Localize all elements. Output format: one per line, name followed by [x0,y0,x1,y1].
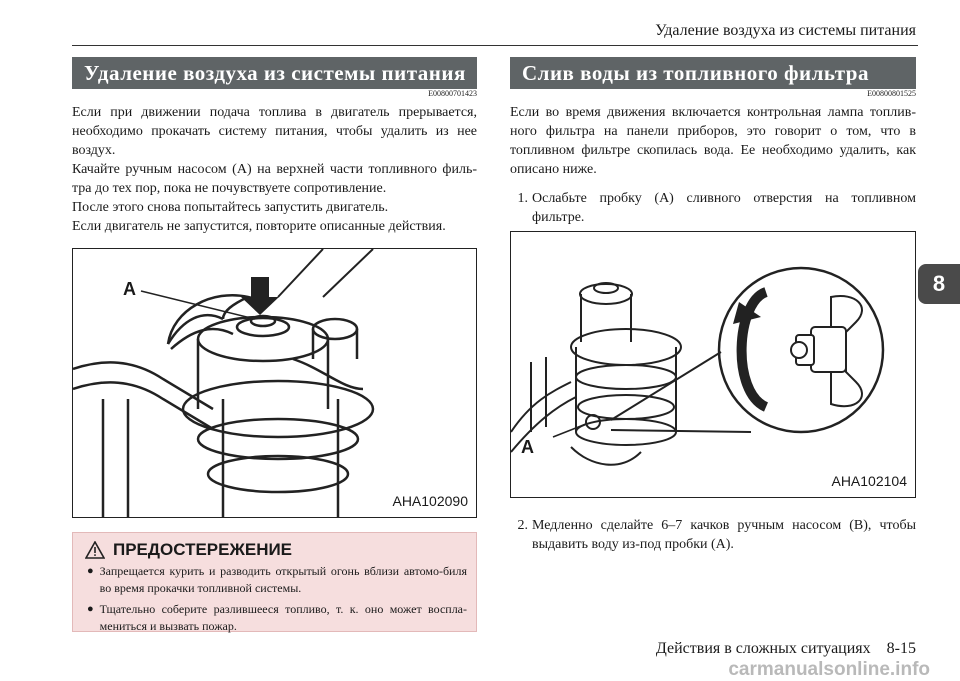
figure-label-a: A [521,437,534,457]
running-header: Удаление воздуха из системы питания [655,22,916,39]
chapter-tab: 8 [918,264,960,304]
drain-plug-illustration [511,232,916,498]
step-text: Медленно сделайте 6–7 качков ручным насосом (B), чтобы выдавить воду из-под пробки (A). [532,518,916,552]
section-code: E00800801525 [867,89,916,98]
warning-item-text: Запрещается курить и разводить открытый огонь вблизи автомо-биля во время прокачки топливной системы. [99,564,467,595]
intro-paragraph: Если во время движения включается контрольная лампа топлив-ного фильтра на панели приборов, это говорит о том, что в топливном фильтре скопилась вода. Ее необходимо удалить, как описано ниже. [510,105,916,177]
warning-item [87,601,467,635]
bullet-icon: ● [87,603,94,615]
warning-item-text: Тщательно соберите разлившееся топливо, т. к. оно может воспла-мениться и вызвать пожар. [99,602,467,633]
bullet-icon: ● [87,565,94,577]
figure-label-a: A [123,279,136,299]
step-text: Ослабьте пробку (A) сливного отверстия на топливном фильтре. [532,191,916,225]
paragraph: Если двигатель не запустится, повторите описанные действия. [72,219,446,234]
left-text-block [72,103,477,236]
paragraph: Качайте ручным насосом (A) на верхней части топливного филь-тра до тех пор, пока не почувствуете сопротивление. [72,162,477,196]
step-number: 1. [517,191,528,206]
warning-list [87,563,467,635]
warning-item [87,563,467,597]
wing-nut [791,296,862,406]
header-rule [72,45,918,46]
figure-code: AHA102104 [831,473,907,489]
section-code: E00800701423 [428,89,477,98]
step-1 [510,189,916,227]
warning-triangle-icon [85,541,105,559]
watermark: carmanualsonline.info [728,659,930,680]
paragraph: Если при движении подача топлива в двигатель прерывается, необходимо прокачать систему питания, чтобы удалить из нее воздух. [72,105,477,158]
figure-water-drain [510,231,916,498]
step-number: 2. [517,518,528,533]
warning-title: ПРЕДОСТЕРЕЖЕНИЕ [113,540,293,559]
section-heading-water-drain: Слив воды из топливного фильтра [510,57,916,89]
section-heading-air-bleed: Удаление воздуха из системы питания [72,57,477,89]
paragraph: После этого снова попытайтесь запустить двигатель. [72,200,389,215]
figure-code: AHA102090 [392,493,468,509]
warning-header [85,540,292,560]
figure-fuel-pump-bleed [72,248,477,518]
page-footer: Действия в сложных ситуациях 8-15 [655,640,916,657]
step-2 [510,516,916,554]
warning-box [72,532,477,632]
